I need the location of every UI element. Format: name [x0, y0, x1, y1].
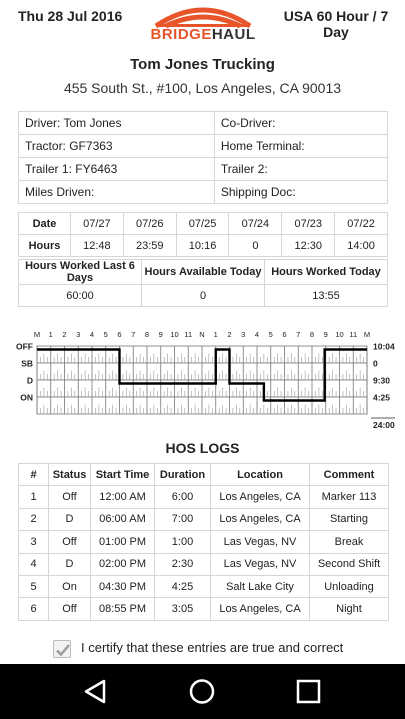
summary-value-available: 0 — [142, 285, 265, 307]
hos-log-header-row — [19, 464, 389, 486]
col-header: Duration — [155, 464, 211, 486]
cell-comment: Marker 113 — [310, 486, 389, 508]
certify-label: I certify that these entries are true and correct — [81, 640, 344, 655]
graph-hour-label: 3 — [241, 330, 246, 339]
cell-index: 4 — [19, 553, 49, 575]
hos-logs-title: HOS LOGS — [165, 440, 240, 456]
graph-hour-label: 7 — [131, 330, 136, 339]
graph-hour-label: 4 — [89, 330, 95, 339]
home-terminal-cell: Home Terminal: — [214, 135, 387, 158]
graph-hour-label: 3 — [76, 330, 81, 339]
hos-rule-label — [281, 8, 391, 40]
graph-hour-label: 5 — [103, 330, 108, 339]
cell-start: 06:00 AM — [91, 508, 155, 530]
cell-location: Salt Lake City — [211, 575, 310, 597]
graph-hour-label: N — [199, 330, 205, 339]
cell-index: 1 — [19, 486, 49, 508]
table-row[interactable] — [19, 598, 389, 620]
recap-date: 07/22 — [335, 213, 388, 235]
android-nav-bar — [0, 664, 405, 719]
recap-date: 07/24 — [229, 213, 282, 235]
miles-driven-cell: Miles Driven: — [19, 181, 215, 204]
graph-row-label: ON — [20, 392, 33, 403]
table-row[interactable] — [19, 553, 389, 575]
col-header: Start Time — [91, 464, 155, 486]
graph-hour-label: 11 — [184, 330, 193, 339]
col-header: Status — [49, 464, 91, 486]
cell-status: D — [49, 508, 91, 530]
summary-label-last-6-days: Hours Worked Last 6 Days — [19, 260, 142, 285]
graph-hour-label: 8 — [309, 330, 315, 339]
home-icon — [172, 664, 232, 719]
nav-back-button[interactable] — [66, 664, 126, 719]
graph-row-total: 4:25 — [373, 392, 391, 403]
graph-hour-label: 1 — [48, 330, 53, 339]
recap-hours-table — [18, 212, 388, 257]
company-address: 455 South St., #100, Los Angeles, CA 90013 — [63, 80, 342, 96]
bridgehaul-logo — [148, 4, 258, 46]
log-date: Thu 28 Jul 2016 — [18, 8, 123, 24]
cell-comment: Unloading — [310, 575, 389, 597]
recap-hours: 14:00 — [335, 235, 388, 257]
graph-row-label: D — [26, 375, 33, 386]
recap-hours: 12:30 — [282, 235, 335, 257]
graph-hour-label: 10 — [335, 330, 344, 339]
cell-status: Off — [49, 486, 91, 508]
cell-start: 02:00 PM — [91, 553, 155, 575]
recap-date-label: Date — [19, 213, 71, 235]
cell-duration: 4:25 — [155, 575, 211, 597]
graph-hour-label: 11 — [349, 330, 358, 339]
cell-index: 3 — [19, 531, 49, 553]
hos-rule-line1: USA 60 Hour / 7 — [283, 8, 389, 24]
cell-location: Las Vegas, NV — [211, 553, 310, 575]
graph-hour-label: 9 — [323, 330, 328, 339]
driver-info-table — [18, 111, 388, 204]
recap-hours: 12:48 — [71, 235, 124, 257]
graph-hour-label: 8 — [144, 330, 150, 339]
hours-summary-table — [18, 259, 388, 307]
shipping-doc-cell: Shipping Doc: — [214, 181, 387, 204]
summary-label-available: Hours Available Today — [142, 260, 265, 285]
cell-status: D — [49, 553, 91, 575]
checkmark-icon — [54, 641, 72, 659]
cell-location: Los Angeles, CA — [211, 508, 310, 530]
graph-hour-label: 9 — [158, 330, 163, 339]
graph-row-total: 9:30 — [373, 375, 391, 386]
recents-icon — [279, 664, 339, 719]
cell-duration: 1:00 — [155, 531, 211, 553]
summary-value-last-6-days: 60:00 — [19, 285, 142, 307]
cell-start: 08:55 PM — [91, 598, 155, 620]
cell-start: 04:30 PM — [91, 575, 155, 597]
cell-index: 6 — [19, 598, 49, 620]
graph-row-label: SB — [21, 358, 33, 369]
cell-duration: 3:05 — [155, 598, 211, 620]
graph-hour-label: 2 — [227, 330, 232, 339]
graph-row-total: 10:04 — [373, 341, 395, 352]
recap-hours-label: Hours — [19, 235, 71, 257]
trailer1-cell: Trailer 1: FY6463 — [19, 158, 215, 181]
company-name: Tom Jones Trucking — [130, 56, 275, 73]
recap-date: 07/25 — [176, 213, 229, 235]
cell-location: Los Angeles, CA — [211, 486, 310, 508]
trailer2-cell: Trailer 2: — [214, 158, 387, 181]
cell-comment: Starting — [310, 508, 389, 530]
graph-hour-label: 2 — [62, 330, 67, 339]
summary-label-worked-today: Hours Worked Today — [265, 260, 388, 285]
nav-recents-button[interactable] — [279, 664, 339, 719]
graph-hour-label: 5 — [268, 330, 273, 339]
table-row[interactable] — [19, 508, 389, 530]
cell-location: Los Angeles, CA — [211, 598, 310, 620]
cell-duration: 2:30 — [155, 553, 211, 575]
header — [0, 0, 405, 50]
cell-location: Las Vegas, NV — [211, 531, 310, 553]
duty-status-graph — [0, 324, 405, 436]
certify-checkbox[interactable] — [53, 640, 71, 658]
logo-wordmark-haul: HAUL — [211, 26, 256, 43]
logo-wordmark-bridge: BRIDGE — [150, 26, 212, 43]
recap-hours: 0 — [229, 235, 282, 257]
certify-row[interactable] — [53, 638, 393, 660]
cell-status: Off — [49, 531, 91, 553]
cell-index: 5 — [19, 575, 49, 597]
hos-rule-line2: Day — [323, 24, 349, 40]
cell-start: 01:00 PM — [91, 531, 155, 553]
recap-date: 07/26 — [123, 213, 176, 235]
cell-duration: 6:00 — [155, 486, 211, 508]
graph-grand-total: 24:00 — [373, 420, 395, 430]
graph-hour-label: 6 — [282, 330, 287, 339]
table-row[interactable] — [19, 486, 389, 508]
recap-date: 07/27 — [71, 213, 124, 235]
cell-comment: Night — [310, 598, 389, 620]
cell-start: 12:00 AM — [91, 486, 155, 508]
recap-hours: 23:59 — [123, 235, 176, 257]
col-header: # — [19, 464, 49, 486]
col-header: Location — [211, 464, 310, 486]
graph-hour-label: 10 — [170, 330, 179, 339]
graph-row-label: OFF — [16, 341, 33, 352]
cell-status: Off — [49, 598, 91, 620]
back-icon — [66, 664, 126, 719]
summary-value-worked-today: 13:55 — [265, 285, 388, 307]
nav-home-button[interactable] — [172, 664, 232, 719]
recap-date: 07/23 — [282, 213, 335, 235]
logo-wordmark — [148, 26, 258, 43]
graph-hour-label: 4 — [254, 330, 260, 339]
cell-comment: Second Shift — [310, 553, 389, 575]
tractor-cell: Tractor: GF7363 — [19, 135, 215, 158]
graph-hour-label: 7 — [296, 330, 301, 339]
table-row[interactable] — [19, 575, 389, 597]
co-driver-cell: Co-Driver: — [214, 112, 387, 135]
cell-duration: 7:00 — [155, 508, 211, 530]
hos-log-table — [18, 463, 389, 621]
graph-row-total: 0 — [373, 358, 378, 369]
driver-cell: Driver: Tom Jones — [19, 112, 215, 135]
graph-hour-label: 6 — [117, 330, 122, 339]
recap-hours: 10:16 — [176, 235, 229, 257]
col-header: Comment — [310, 464, 389, 486]
graph-hour-label: 1 — [213, 330, 218, 339]
cell-index: 2 — [19, 508, 49, 530]
graph-hour-label: M — [363, 330, 371, 339]
cell-status: On — [49, 575, 91, 597]
graph-hour-label: M — [33, 330, 41, 339]
cell-comment: Break — [310, 531, 389, 553]
table-row[interactable] — [19, 531, 389, 553]
